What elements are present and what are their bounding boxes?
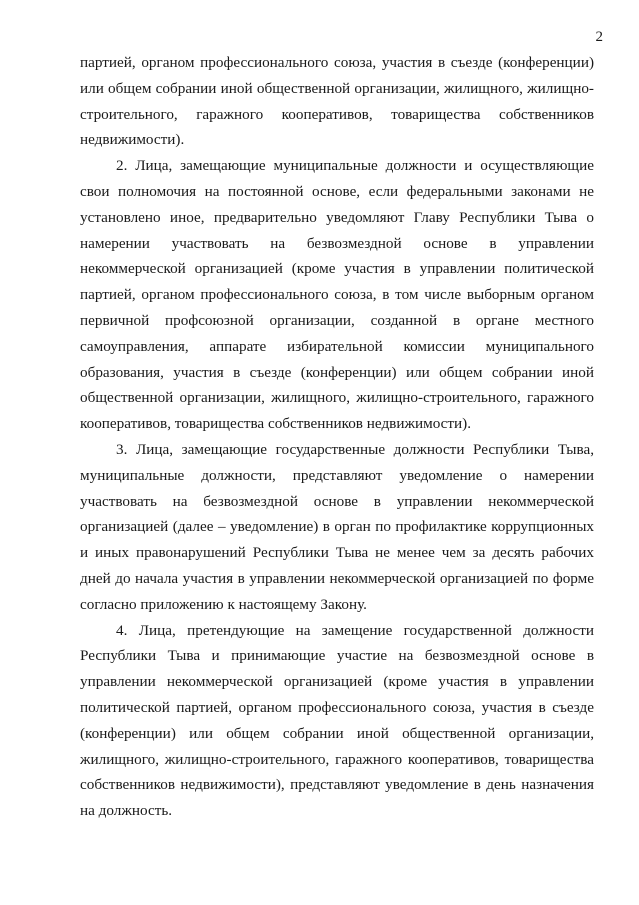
- document-body: [80, 50, 594, 824]
- paragraph-item-4: 4. Лица, претендующие на замещение государственной должности Республики Тыва и принимающие участие на безвозмездной основе в управлении некоммерческой организацией (кроме участия в управлении политической партией, органом профессионального союза, участия в съезде (конференции) или общем собрании иной общественной организации, жилищного, жилищно-строительного, гаражного кооперативов, товарищества собственников недвижимости), представляют уведомление в день назначения на должность.: [80, 621, 594, 820]
- paragraph-continuation: партией, органом профессионального союза, участия в съезде (конференции) или общем собрании иной общественной организации, жилищного, жилищно-строительного, гаражного кооперативов, товарищества собственников недвижимости).: [80, 54, 594, 149]
- page-number: 2: [595, 29, 603, 45]
- paragraph-item-2: 2. Лица, замещающие муниципальные должности и осуществляющие свои полномочия на постоянной основе, если федеральными законами не установлено иное, предварительно уведомляют Главу Республики Тыва о намерении участвовать на безвозмездной основе в управлении некоммерческой организацией (кроме участия в управлении политической партией, органом профессионального союза, в том числе выборным органом первичной профсоюзной организации, созданной в органе местного самоуправления, аппарате избирательной комиссии муниципального образования, участия в съезде (конференции) или общем собрании иной общественной организации, жилищного, жилищно-строительного, гаражного кооперативов, товарищества собственников недвижимости).: [80, 157, 594, 433]
- paragraph-item-3: 3. Лица, замещающие государственные должности Республики Тыва, муниципальные должности, представляют уведомление о намерении участвовать на безвозмездной основе в управлении некоммерческой организацией (далее – уведомление) в орган по профилактике коррупционных и иных правонарушений Республики Тыва не менее чем за десять рабочих дней до начала участия в управлении некоммерческой организацией по форме согласно приложению к настоящему Закону.: [80, 440, 594, 613]
